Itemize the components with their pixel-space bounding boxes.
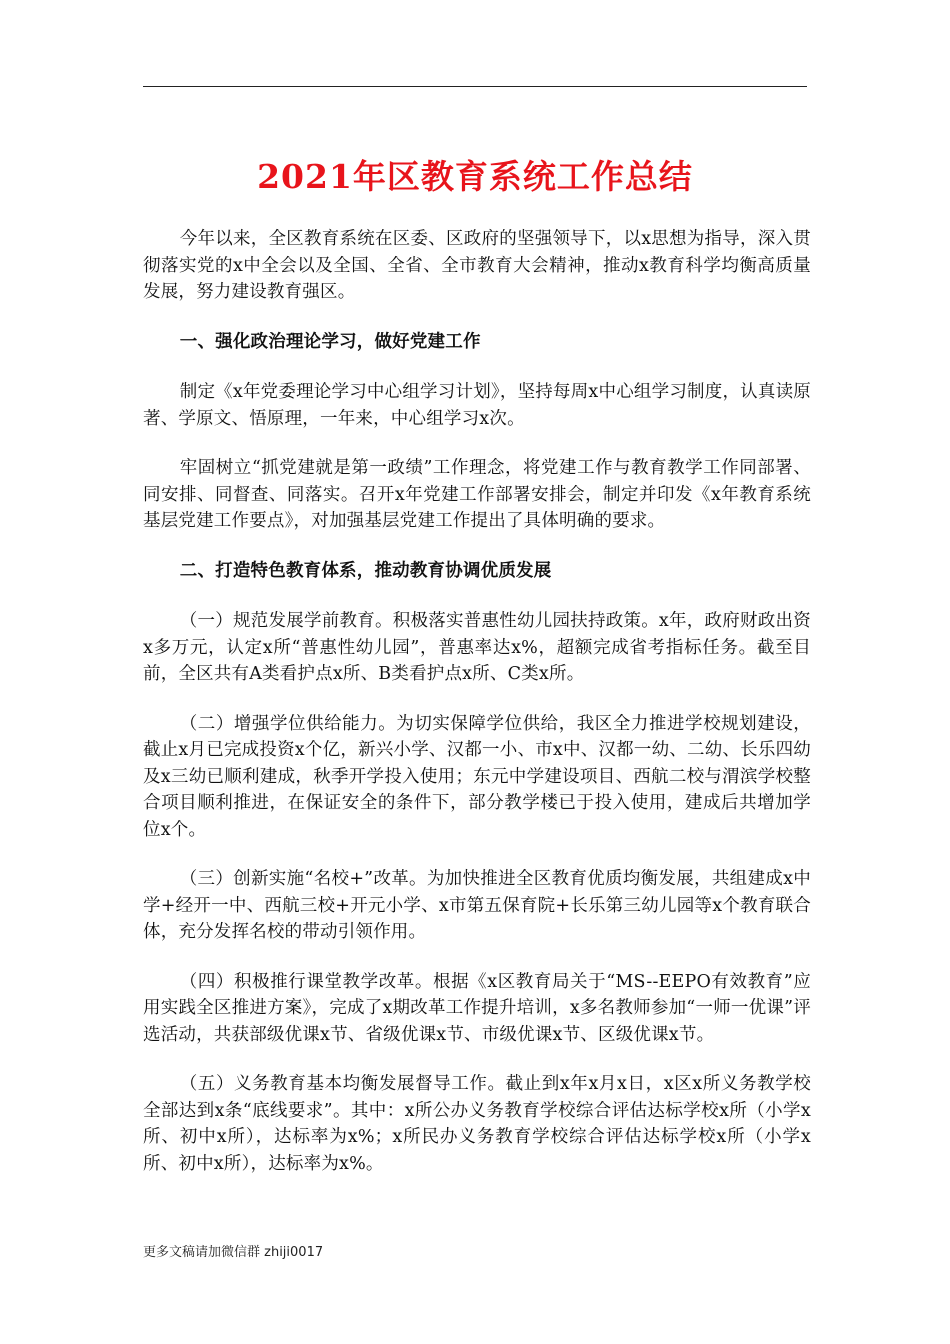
- section-2-paragraph: （五）义务教育基本均衡发展督导工作。截止到x年x月x日，x区x所义务教学校全部达到x条“底线要求”。其中：x所公办义务教育学校综合评估达标学校x所（小学x所、初中x所），达标率为x%；x所民办义务教育学校综合评估达标学校x所（小学x所、初中x所），达标率为x%。: [143, 1074, 811, 1174]
- section-2-paragraph: （二）增强学位供给能力。为切实保障学位供给，我区全力推进学校规划建设，截止x月已完成投资x个亿，新兴小学、汉都一小、市x中、汉都一幼、二幼、长乐四幼及x三幼已顺利建成，秋季开学投入使用；东元中学建设项目、西航二校与渭滨学校整合项目顺利推进，在保证安全的条件下，部分教学楼已于投入使用，建成后共增加学位x个。: [143, 713, 811, 840]
- intro-paragraph: 今年以来，全区教育系统在区委、区政府的坚强领导下，以x思想为指导，深入贯彻落实党的x中全会以及全国、全省、全市教育大会精神，推动x教育科学均衡高质量发展，努力建设教育强区。: [143, 229, 811, 302]
- page-title: 2021年区教育系统工作总结: [257, 157, 693, 196]
- section-2-heading: 二、打造特色教育体系，推动教育协调优质发展: [179, 560, 552, 581]
- document-body: [143, 226, 811, 1200]
- section-1-paragraph: 牢固树立“抓党建就是第一政绩”工作理念，将党建工作与教育教学工作同部署、同安排、同督查、同落实。召开x年党建工作部署安排会，制定并印发《x年教育系统基层党建工作要点》，对加强基层党建工作提出了具体明确的要求。: [143, 458, 811, 531]
- section-1-heading: 一、强化政治理论学习，做好党建工作: [179, 331, 481, 352]
- section-2-paragraph: （四）积极推行课堂教学改革。根据《x区教育局关于“MS--EEPO有效教育”应用实践全区推进方案》，完成了x期改革工作提升培训，x多名教师参加“一师一优课”评选活动，共获部级优课x节、省级优课x节、市级优课x节、区级优课x节。: [143, 971, 811, 1045]
- section-1-paragraph: 制定《x年党委理论学习中心组学习计划》，坚持每周x中心组学习制度，认真读原著、学原文、悟原理，一年来，中心组学习x次。: [143, 382, 811, 429]
- section-2-paragraph: （三）创新实施“名校+”改革。为加快推进全区教育优质均衡发展，共组建成x中学+经开一中、西航三校+开元小学、x市第五保育院+长乐第三幼儿园等x个教育联合体，充分发挥名校的带动引领作用。: [143, 869, 811, 942]
- section-2-paragraph: （一）规范发展学前教育。积极落实普惠性幼儿园扶持政策。x年，政府财政出资x多万元，认定x所“普惠性幼儿园”，普惠率达x%，超额完成省考指标任务。截至目前，全区共有A类看护点x所、B类看护点x所、C类x所。: [143, 611, 811, 684]
- footer-note: 更多文稿请加微信群 zhiji0017: [143, 1245, 324, 1260]
- header-rule: [143, 86, 807, 87]
